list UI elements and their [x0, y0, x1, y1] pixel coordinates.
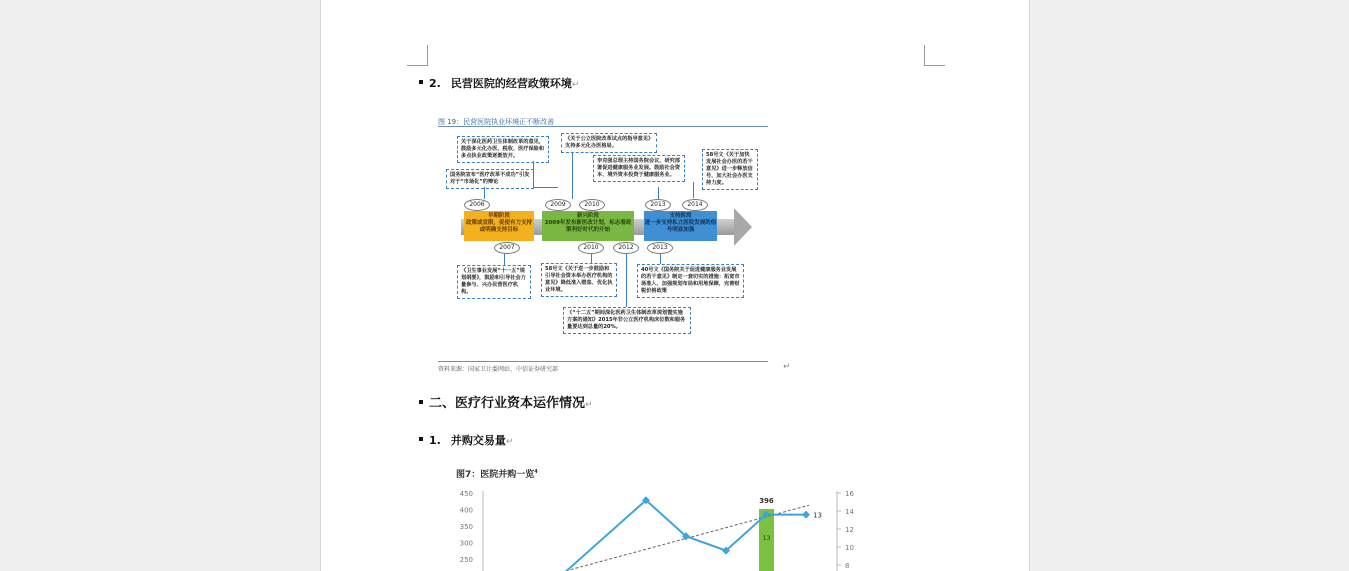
- right-tick-label: 10: [845, 544, 854, 552]
- bullet-icon: [419, 437, 423, 441]
- figure-rule: [438, 361, 768, 362]
- stage-name: 早期阶段: [487, 213, 510, 219]
- heading-text: 民营医院的经营政策环境: [450, 77, 572, 90]
- chart-title-text: 图7：医院并购一览: [456, 470, 535, 480]
- heading-text: 并购交易量: [450, 434, 506, 447]
- timeline-note: 李克强总理主持国务院会议，研究部署促进健康服务业发展。鼓励社会资本、境外资本投资于健康服务业。: [593, 155, 685, 182]
- year-marker: 2010: [579, 199, 605, 211]
- year-marker: 2013: [645, 199, 671, 211]
- left-tick-label: 350: [459, 523, 473, 531]
- right-axis: [837, 490, 854, 570]
- right-tick-label: 16: [845, 490, 854, 498]
- right-tick-label: 12: [845, 526, 854, 534]
- stage-support: [644, 211, 717, 241]
- timeline-note: 《卫生事业发展“十一五”规划纲要》，鼓励和引导社会力量参与、兴办民营医疗机构。: [457, 265, 531, 299]
- mna-chart: [451, 483, 871, 571]
- section-heading-policy[interactable]: [419, 75, 579, 91]
- timeline-arrow-head: [734, 208, 752, 246]
- section-heading-ma[interactable]: [419, 432, 513, 448]
- right-tick-label: 14: [845, 508, 854, 516]
- timeline-note: 国务院宣布“医疗改革不成功”引发对于“市场化”的辩论: [446, 169, 534, 189]
- left-tick-label: 450: [459, 490, 473, 498]
- stage-early: [464, 211, 534, 241]
- timeline-note: 58号文《关于加快发展社会办医的若干意见》进一步释放信号，加大社会办医支持力度。: [702, 149, 758, 190]
- year-marker: 2013: [647, 242, 673, 254]
- timeline-note: 关于深化医药卫生体制改革的意见，鼓励多元化办医，税收、医疗保险和多点执业政策逐渐放开。: [457, 136, 549, 163]
- data-point: [802, 511, 810, 519]
- bar-inner-label: 13: [762, 535, 771, 542]
- connector-line: [572, 152, 573, 199]
- document-page: [320, 0, 1030, 571]
- connector-line: [533, 187, 558, 188]
- bullet-icon: [419, 80, 423, 84]
- footnote-ref: 4: [534, 469, 538, 475]
- year-marker: 2010: [578, 242, 604, 254]
- figure-source: 资料来源：国家卫计委网站、中信证券研究部: [438, 366, 559, 373]
- timeline-note: 40号文《国务院关于促进健康服务业发展的若干意见》制定一套切实的措施：拓宽市场准入、加强规划布局和用地保障，完善财税价格政策: [637, 264, 744, 298]
- stage-name: 新兴阶段: [576, 213, 599, 219]
- connector-line: [658, 187, 659, 199]
- timeline-note: 58号文《关于进一步鼓励和引导社会资本举办医疗机构的意见》降低准入壁垒、优化执业环境。: [541, 263, 617, 297]
- paragraph-mark-icon: ↵: [585, 400, 593, 410]
- stage-name: 支持阶段: [669, 213, 692, 219]
- plot-area: [561, 496, 822, 571]
- crop-mark-top-left: [407, 45, 428, 66]
- right-tick-label: 8: [845, 562, 850, 570]
- point-value-label: 13: [813, 511, 822, 520]
- left-tick-label: 400: [459, 506, 473, 515]
- figure-caption: 图 19：民营医院执业环境正不断改善: [438, 118, 555, 126]
- timeline-note: 《关于公立医院改革试点的指导意见》支持多元化办医格局。: [561, 133, 657, 153]
- timeline-note: 《“十二五”期间深化医药卫生体制改革规划暨实施方案的通知》2015年非公立医疗机构床位数和服务量要达到总量的20%。: [563, 307, 691, 334]
- bullet-icon: [419, 400, 423, 404]
- bar-value-label: 396: [759, 497, 774, 505]
- heading-text: 二、医疗行业资本运作情况: [429, 396, 586, 411]
- heading-number: 1.: [429, 434, 441, 447]
- year-marker: 2012: [613, 242, 639, 254]
- year-marker: 2007: [494, 242, 520, 254]
- section-heading-medical[interactable]: [419, 392, 593, 411]
- year-marker: 2009: [545, 199, 571, 211]
- figure-rule: [438, 126, 768, 127]
- stage-desc: 进一步支持私立医院发展的信号明显加强: [644, 220, 717, 233]
- connector-line: [484, 187, 485, 199]
- stage-emerging: [542, 211, 634, 241]
- left-tick-label: 300: [459, 539, 473, 548]
- heading-number: 2.: [429, 77, 441, 90]
- left-axis: [460, 490, 473, 564]
- paragraph-mark-icon: ↵: [505, 437, 514, 447]
- paragraph-mark-icon: ↵: [783, 362, 791, 372]
- year-marker: 2006: [464, 199, 490, 211]
- year-marker: 2014: [682, 199, 708, 211]
- connector-line: [533, 161, 534, 187]
- crop-mark-top-right: [924, 45, 945, 66]
- chart-title: [456, 467, 538, 480]
- connector-line: [693, 182, 694, 198]
- connector-line: [626, 253, 627, 308]
- stage-desc: 政策或宣限，促使有力支持或明确支持目标: [465, 220, 532, 233]
- stage-desc: 2009年发布新医改计划，标志着政策利好时代的开始: [544, 220, 632, 233]
- paragraph-mark-icon: ↵: [571, 80, 580, 90]
- left-tick-label: 250: [459, 556, 473, 564]
